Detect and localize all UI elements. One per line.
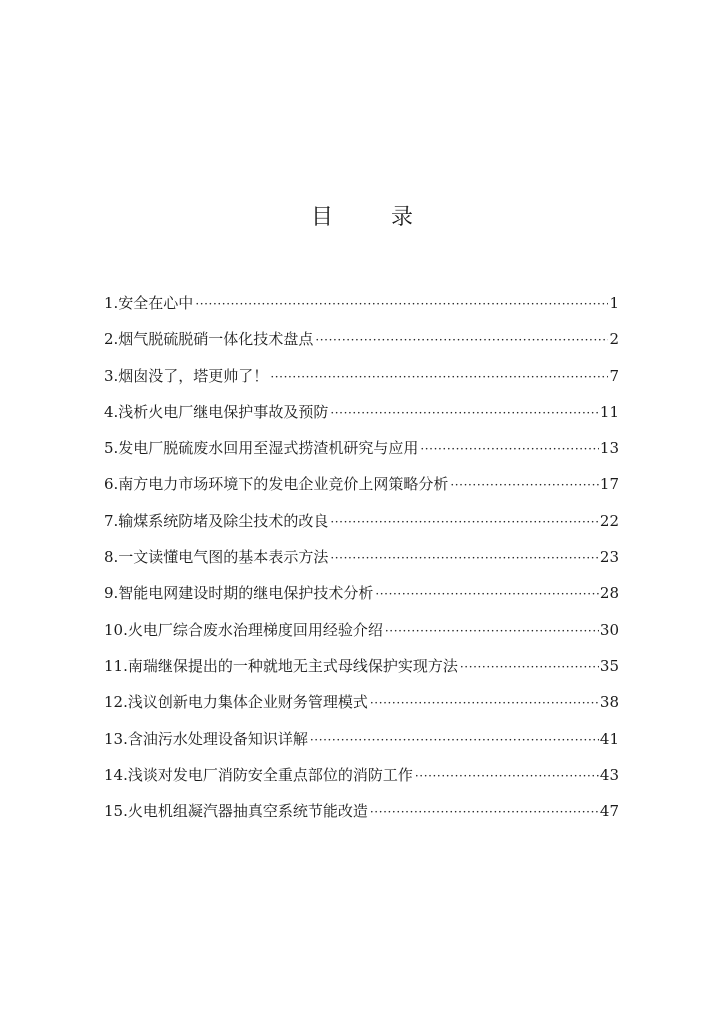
toc-entry-title: 5.发电厂脱硫废水回用至湿式捞渣机研究与应用 xyxy=(104,439,419,458)
toc-entry-title: 9.智能电网建设时期的继电保护技术分析 xyxy=(104,584,374,603)
toc-entry[interactable] xyxy=(104,434,619,470)
toc-page-number: 41 xyxy=(599,729,619,748)
toc-page-number: 23 xyxy=(599,548,619,567)
dot-leader xyxy=(195,290,608,318)
dot-leader xyxy=(460,653,599,681)
toc-entry[interactable] xyxy=(104,616,619,652)
dot-leader xyxy=(310,726,599,754)
toc-entry[interactable] xyxy=(104,652,619,688)
toc-entry-title: 11.南瑞继保提出的一种就地无主式母线保护实现方法 xyxy=(104,656,458,675)
toc-entry[interactable] xyxy=(104,688,619,724)
dot-leader xyxy=(420,435,599,463)
dot-leader xyxy=(415,762,599,790)
dot-leader xyxy=(330,544,599,572)
dot-leader xyxy=(385,617,599,645)
toc-entry[interactable] xyxy=(104,470,619,506)
dot-leader xyxy=(370,798,599,826)
dot-leader xyxy=(330,508,599,536)
toc-entry-title: 14.浅谈对发电厂消防安全重点部位的消防工作 xyxy=(104,765,413,784)
toc-page-number: 13 xyxy=(599,439,619,458)
toc-entry-title: 15.火电机组凝汽器抽真空系统节能改造 xyxy=(104,802,368,821)
toc-entry-title: 4.浅析火电厂继电保护事故及预防 xyxy=(104,402,329,421)
dot-leader xyxy=(450,471,599,499)
dot-leader xyxy=(370,689,599,717)
toc-page-number: 38 xyxy=(599,693,619,712)
toc-heading: 目 录 xyxy=(310,205,431,230)
toc-list xyxy=(104,289,619,833)
toc-entry-title: 1.安全在心中 xyxy=(104,294,194,312)
toc-page-number: 2 xyxy=(609,330,619,349)
toc-entry[interactable] xyxy=(104,398,619,434)
toc-entry-title: 3.烟囱没了，塔更帅了！ xyxy=(104,366,269,385)
toc-entry-title: 7.输煤系统防堵及除尘技术的改良 xyxy=(104,511,329,530)
toc-page-number: 22 xyxy=(599,511,619,530)
toc-entry[interactable] xyxy=(104,725,619,761)
toc-entry-title: 8.一文读懂电气图的基本表示方法 xyxy=(104,548,329,567)
dot-leader xyxy=(330,399,599,427)
dot-leader xyxy=(270,363,608,391)
toc-entry-title: 10.火电厂综合废水治理梯度回用经验介绍 xyxy=(104,620,383,639)
toc-page-number: 47 xyxy=(599,802,619,821)
toc-page-number: 30 xyxy=(599,620,619,639)
toc-entry[interactable] xyxy=(104,797,619,833)
toc-entry[interactable] xyxy=(104,289,619,325)
toc-page-number: 7 xyxy=(609,366,619,385)
dot-leader xyxy=(375,580,599,608)
toc-page-number: 17 xyxy=(599,475,619,494)
toc-entry[interactable] xyxy=(104,507,619,543)
toc-page-number: 28 xyxy=(599,584,619,603)
toc-page-number: 1 xyxy=(609,294,619,312)
toc-entry[interactable] xyxy=(104,543,619,579)
toc-page-number: 11 xyxy=(599,402,619,421)
toc-entry[interactable] xyxy=(104,761,619,797)
toc-entry-title: 6.南方电力市场环境下的发电企业竞价上网策略分析 xyxy=(104,475,449,494)
toc-page-number: 35 xyxy=(599,656,619,675)
toc-entry-title: 12.浅议创新电力集体企业财务管理模式 xyxy=(104,693,368,712)
toc-entry[interactable] xyxy=(104,579,619,615)
toc-entry[interactable] xyxy=(104,362,619,398)
toc-page-number: 43 xyxy=(599,765,619,784)
toc-entry-title: 2.烟气脱硫脱硝一体化技术盘点 xyxy=(104,330,314,349)
toc-entry-title: 13.含油污水处理设备知识详解 xyxy=(104,729,308,748)
dot-leader xyxy=(315,326,608,354)
toc-entry[interactable] xyxy=(104,325,619,361)
